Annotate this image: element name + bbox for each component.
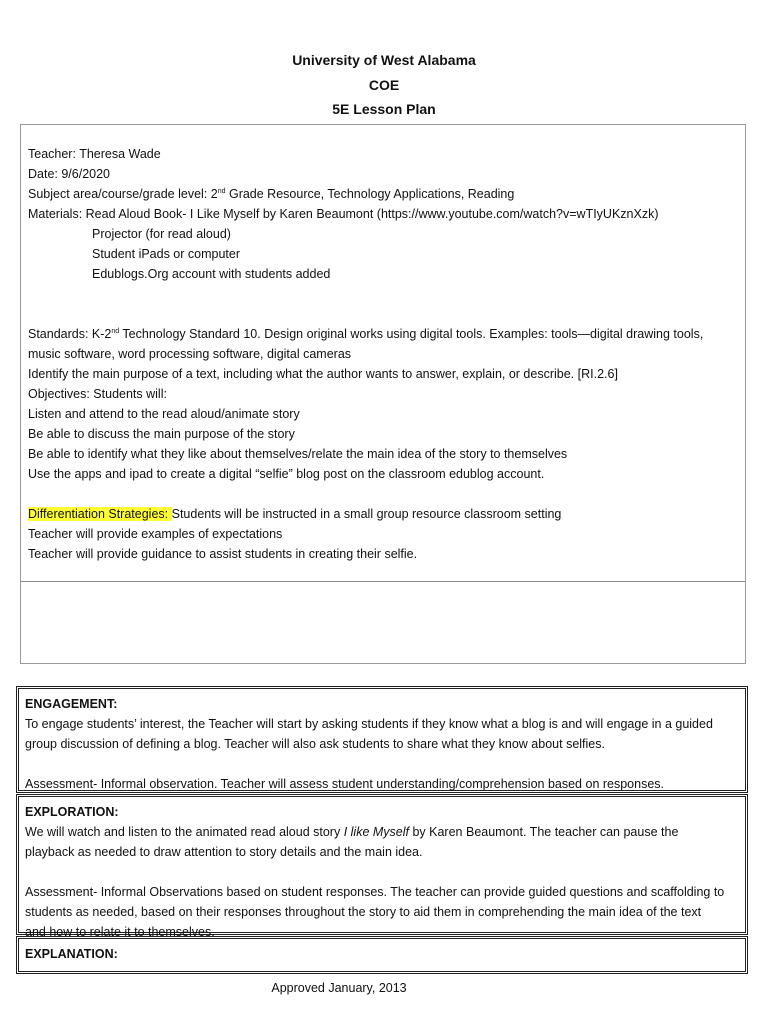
standards-line <box>28 324 740 344</box>
section-divider <box>21 581 745 582</box>
book-title: I like Myself <box>343 825 409 839</box>
exploration-assessment: and how to relate it to themselves. <box>25 925 215 939</box>
objectives-label: Objectives: Students will: <box>28 387 167 401</box>
differentiation-line <box>28 504 740 524</box>
document-header <box>0 48 768 122</box>
university-name: University of West Alabama <box>292 52 476 68</box>
explanation-heading: EXPLANATION: <box>25 947 118 961</box>
exploration-assessment: Assessment- Informal Observations based on student responses. The teacher can provide guided questions and scaffolding to <box>25 885 725 899</box>
plan-title: 5E Lesson Plan <box>332 101 436 117</box>
objective-item: Be able to identify what they like about themselves/relate the main idea of the story to themselves <box>28 447 568 461</box>
objective-item: Be able to discuss the main purpose of the story <box>28 427 295 441</box>
engagement-heading: ENGAGEMENT: <box>25 697 118 711</box>
teacher-line: Teacher: Theresa Wade <box>28 147 161 161</box>
engagement-assessment: Assessment- Informal observation. Teacher will assess student understanding/comprehension based on responses. <box>25 777 665 791</box>
approval-footer: Approved January, 2013 <box>271 981 407 995</box>
subject-line <box>28 184 740 204</box>
differentiation-label: Differentiation Strategies: <box>28 507 172 521</box>
lesson-plan-box <box>20 124 746 664</box>
differentiation-item: Teacher will provide guidance to assist students in creating their selfie. <box>28 547 418 561</box>
objective-item: Listen and attend to the read aloud/animate story <box>28 407 300 421</box>
exploration-heading: EXPLORATION: <box>25 805 119 819</box>
subject-prefix: Subject area/course/grade level: 2 <box>28 187 218 201</box>
date-line: Date: 9/6/2020 <box>28 167 111 181</box>
phases-table <box>16 686 748 974</box>
materials-item: Student iPads or computer <box>92 247 240 261</box>
differentiation-text: Students will be instructed in a small group resource classroom setting <box>171 507 562 521</box>
materials-line: Materials: Read Aloud Book- I Like Myself by Karen Beaumont (https://www.youtube.com/watch?v=wTIyUKznXzk) <box>28 207 659 221</box>
engagement-text: group discussion of defining a blog. Teacher will also ask students to share what they know about selfies. <box>25 737 605 751</box>
exploration-section <box>16 794 748 939</box>
standards-line-2: music software, word processing software, digital cameras <box>28 347 352 361</box>
differentiation-item: Teacher will provide examples of expectations <box>28 527 283 541</box>
subject-superscript: nd <box>217 187 226 195</box>
materials-item: Edublogs.Org account with students added <box>92 267 331 281</box>
objective-item: Use the apps and ipad to create a digital “selfie” blog post on the classroom edublog account. <box>28 467 545 481</box>
exploration-assessment: students as needed, based on their responses throughout the story to aid them in comprehending the main idea of the text <box>25 905 702 919</box>
exploration-text: playback as needed to draw attention to story details and the main idea. <box>25 845 423 859</box>
exploration-text <box>25 822 739 842</box>
standards-line-3: Identify the main purpose of a text, including what the author wants to answer, explain, or describe. [RI.2.6] <box>28 367 618 381</box>
lesson-plan-details <box>28 144 740 564</box>
standards-superscript: nd <box>111 327 120 335</box>
exploration-text-suffix: by Karen Beaumont. The teacher can pause the <box>409 825 679 839</box>
engagement-section <box>16 686 748 793</box>
subject-suffix: Grade Resource, Technology Applications, Reading <box>225 187 515 201</box>
standards-prefix: Standards: K-2 <box>28 327 112 341</box>
engagement-text: To engage students’ interest, the Teacher will start by asking students if they know what a blog is and will engage in a guided <box>25 717 713 731</box>
exploration-text-prefix: We will watch and listen to the animated read aloud story <box>25 825 344 839</box>
standards-suffix: Technology Standard 10. Design original works using digital tools. Examples: tools—digital drawing tools, <box>119 327 704 341</box>
materials-item: Projector (for read aloud) <box>92 227 231 241</box>
college-name: COE <box>368 76 400 93</box>
